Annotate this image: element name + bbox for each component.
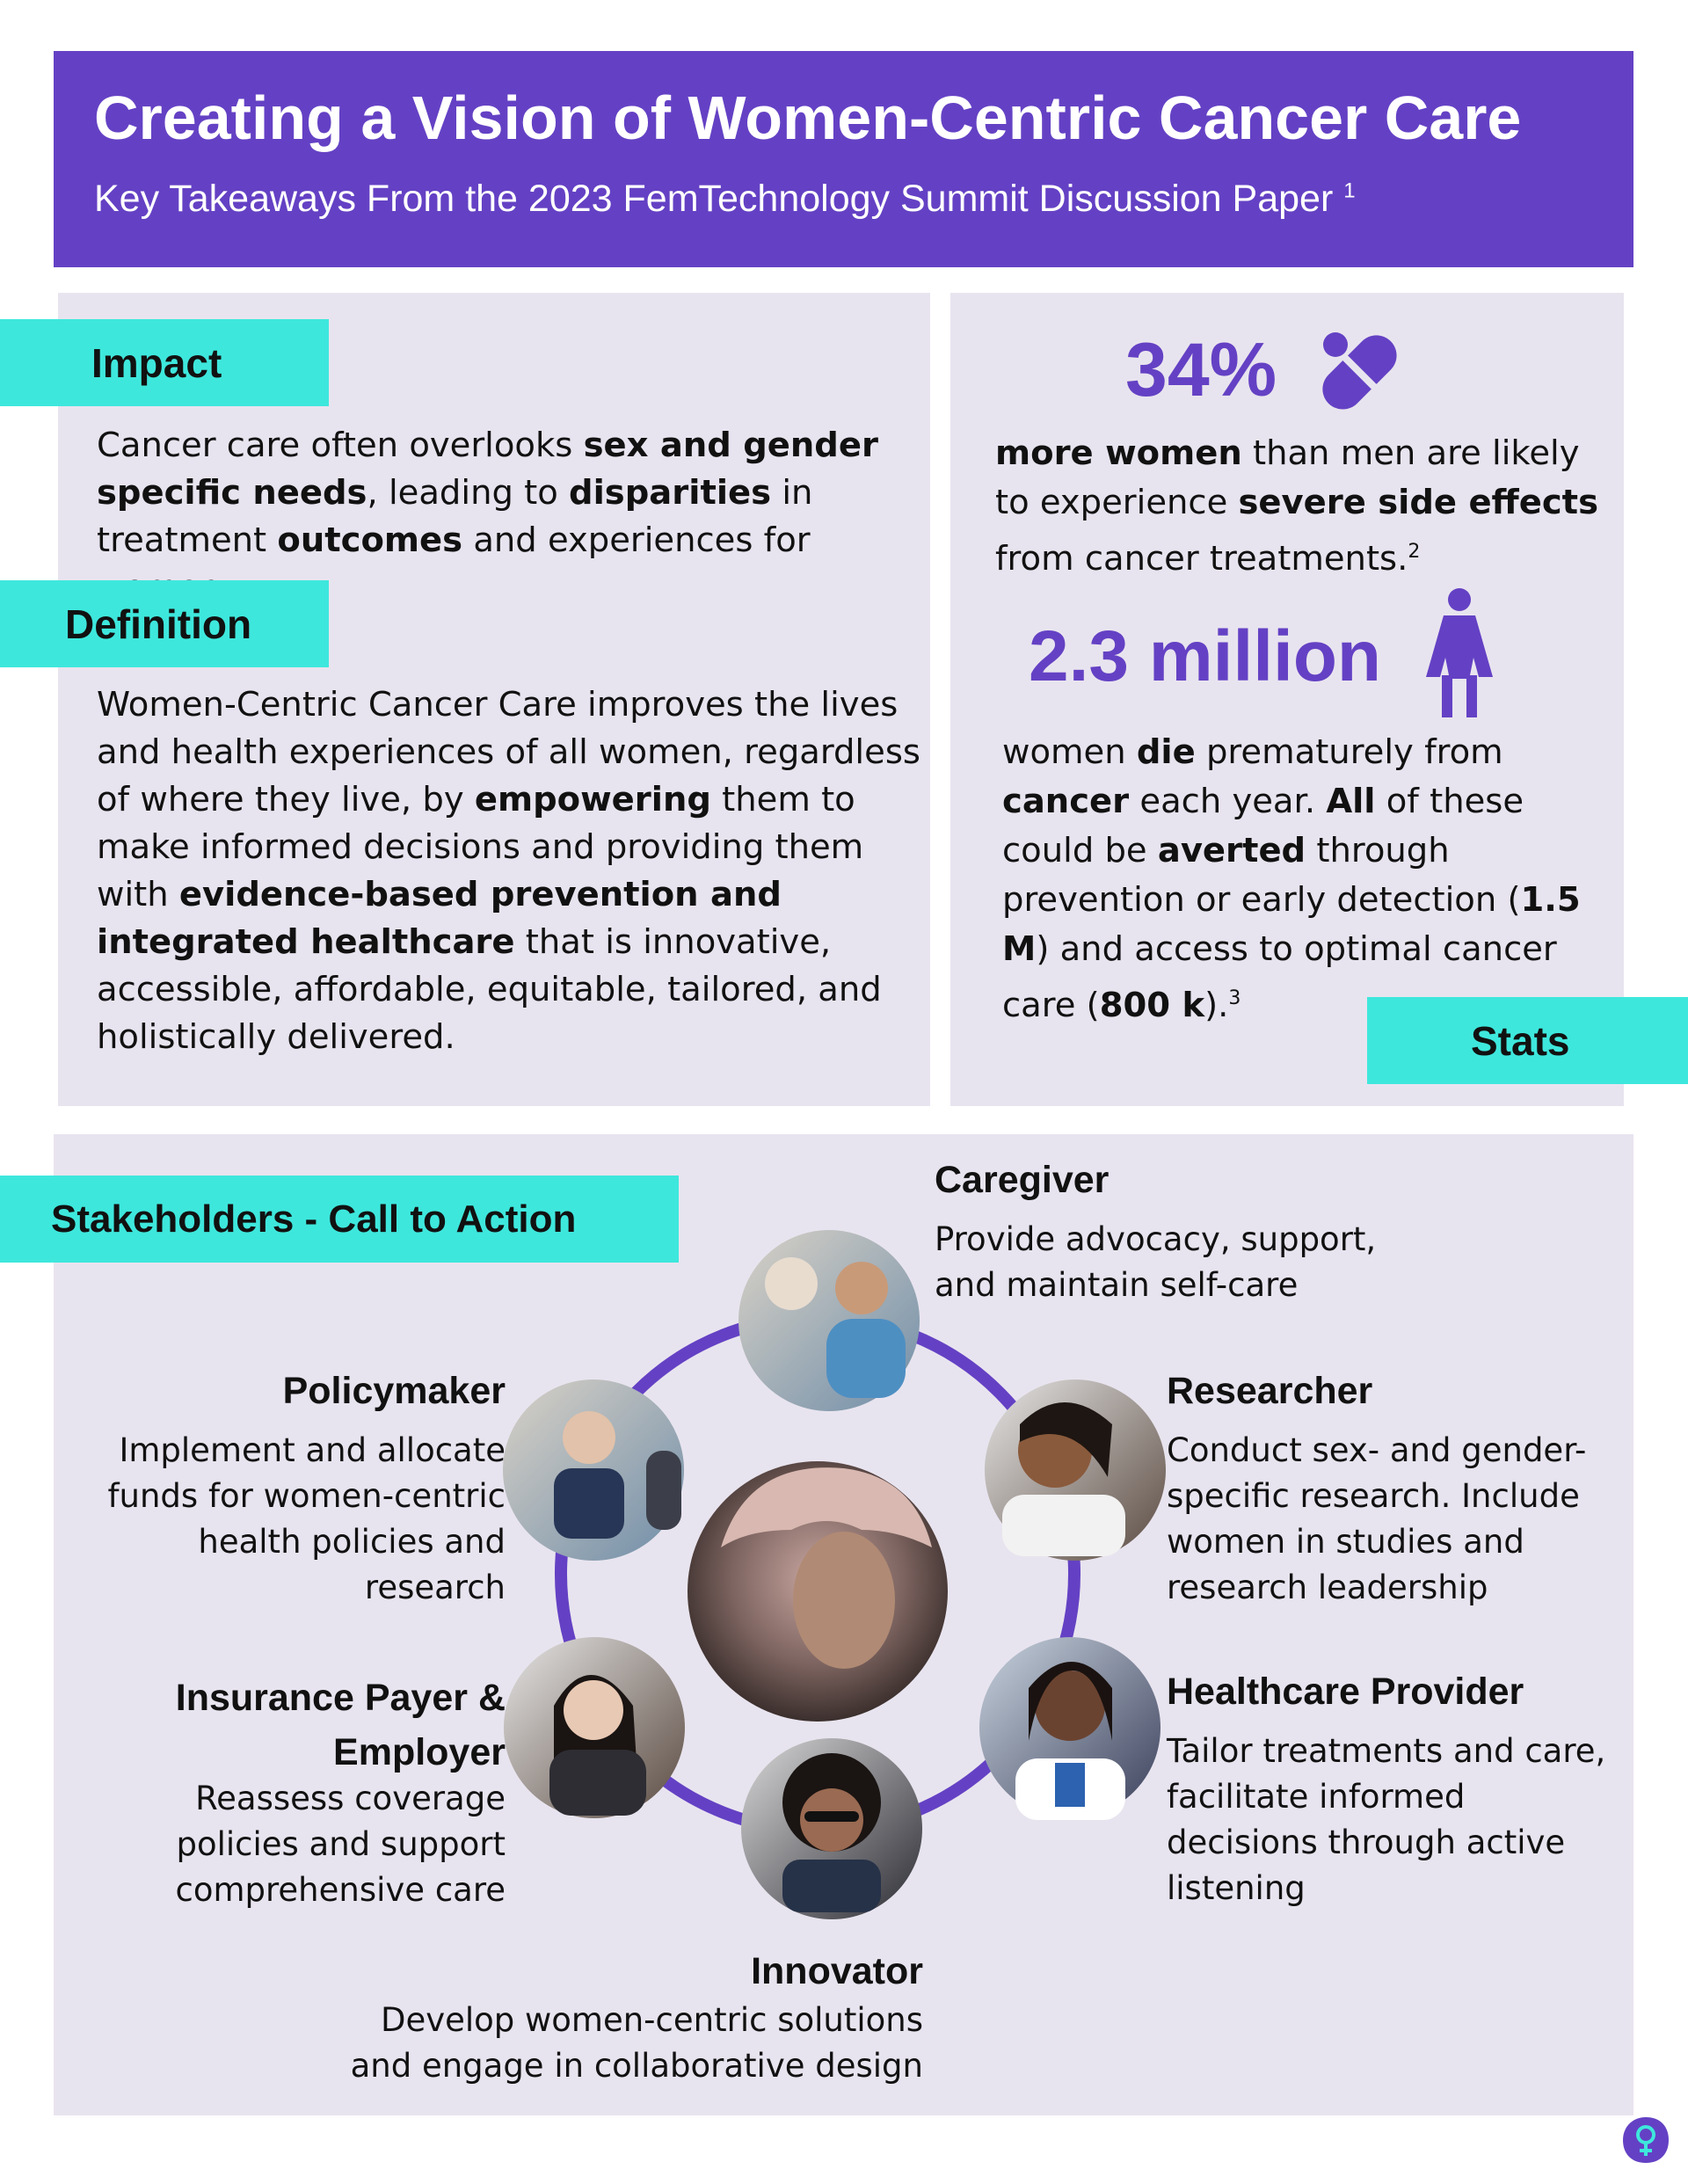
healthcare-provider-title: Healthcare Provider bbox=[1167, 1671, 1524, 1713]
researcher-desc: Conduct sex- and gender-specific research. Include women in studies and research leadership bbox=[1167, 1431, 1587, 1606]
impact-text-run-3: disparities bbox=[569, 473, 772, 513]
stat2-body-run-2: prematurely from bbox=[1195, 732, 1503, 772]
stat2-body-run-8: through prevention or early detection ( bbox=[1002, 831, 1521, 920]
header-banner bbox=[54, 51, 1633, 267]
stat2-body-run-11: 800 k bbox=[1099, 985, 1205, 1025]
stat1-body-run-1: than men are likely to experience bbox=[995, 433, 1580, 522]
stat2-text bbox=[1002, 728, 1618, 1030]
innovator-photo bbox=[741, 1738, 922, 1919]
policymaker-photo bbox=[503, 1380, 684, 1561]
stat2-body bbox=[1002, 732, 1581, 1025]
stats-tag: Stats bbox=[1367, 997, 1688, 1084]
brand-logo-icon bbox=[1621, 2115, 1670, 2165]
caregiver-desc: Provide advocacy, support, and maintain self-care bbox=[935, 1220, 1377, 1304]
stat-34-percent: 34% bbox=[1125, 328, 1277, 412]
stakeholder-ring bbox=[457, 1213, 1178, 1934]
stat2-body-run-5: All bbox=[1326, 782, 1376, 821]
insurance-photo bbox=[504, 1637, 685, 1818]
page-title: Creating a Vision of Women-Centric Cancer Care bbox=[94, 84, 1522, 152]
caregiver-title: Caregiver bbox=[935, 1159, 1110, 1201]
researcher-title: Researcher bbox=[1167, 1370, 1373, 1412]
subtitle-reference: 1 bbox=[1343, 178, 1356, 203]
impact-tag: Impact bbox=[0, 319, 329, 406]
page-subtitle bbox=[94, 178, 1356, 221]
stat1-reference: 2 bbox=[1408, 541, 1421, 563]
stat2-reference: 3 bbox=[1228, 987, 1241, 1009]
definition-text-run-1: empowering bbox=[474, 780, 711, 819]
definition-text-run-3: evidence-based prevention and integrated healthcare bbox=[97, 875, 782, 962]
healthcare-photo bbox=[979, 1637, 1160, 1820]
stat2-body-run-7: averted bbox=[1157, 831, 1306, 870]
stat2-body-run-9: 1.5 M bbox=[1002, 880, 1581, 969]
policymaker-title: Policymaker bbox=[282, 1370, 506, 1412]
woman-icon bbox=[1424, 587, 1495, 719]
stakeholders-tag: Stakeholders - Call to Action bbox=[0, 1176, 679, 1263]
caregiver-photo bbox=[738, 1230, 920, 1411]
insurance-payer-title: Insurance Payer & Employer bbox=[175, 1677, 506, 1773]
stat1-body bbox=[995, 433, 1598, 579]
policymaker-desc: Implement and allocate funds for women-centric health policies and research bbox=[107, 1431, 506, 1606]
stat2-body-run-4: each year. bbox=[1129, 782, 1327, 821]
impact-text-run-0: Cancer care often overlooks bbox=[97, 426, 584, 465]
definition-tag: Definition bbox=[0, 580, 329, 667]
impact-text-run-5: outcomes bbox=[277, 521, 463, 560]
innovator-desc: Develop women-centric solutions and engage in collaborative design bbox=[350, 2001, 923, 2085]
stat1-body-run-2: severe side effects bbox=[1238, 483, 1598, 522]
impact-text-run-2: , leading to bbox=[367, 473, 570, 513]
impact-text-run-6: and experiences for bbox=[473, 521, 811, 560]
stat2-body-run-1: die bbox=[1136, 732, 1196, 772]
stat1-body-run-0: more women bbox=[995, 433, 1242, 473]
stat1-body-run-3: from cancer treatments. bbox=[995, 538, 1408, 579]
stat2-body-run-0: women bbox=[1002, 732, 1137, 772]
stat2-body-run-6: of these could be bbox=[1002, 782, 1524, 870]
impact-text-run-4: in treatment bbox=[97, 473, 813, 560]
stat1-text bbox=[995, 429, 1611, 584]
stat2-body-run-12: ). bbox=[1204, 985, 1229, 1025]
definition-text-run-4: that is innovative, accessible, affordable, equitable, tailored, and holistically delivered. bbox=[97, 922, 882, 1057]
insurance-payer-desc: Reassess coverage policies and support comprehensive care bbox=[175, 1780, 506, 1909]
stat-2-3-million: 2.3 million bbox=[1029, 616, 1381, 696]
stat2-body-run-10: ) and access to optimal cancer care ( bbox=[1002, 929, 1557, 1025]
stat2-body-run-3: cancer bbox=[1002, 782, 1130, 821]
definition-text-run-0: Women-Centric Cancer Care improves the lives and health experiences of all women, regardless of where they live, by bbox=[97, 685, 920, 819]
definition-text-run-2: them to make informed decisions and providing them with bbox=[97, 780, 864, 914]
researcher-photo bbox=[985, 1380, 1166, 1561]
definition-text bbox=[97, 681, 923, 1061]
healthcare-provider-desc: Tailor treatments and care, facilitate informed decisions through active listening bbox=[1167, 1732, 1606, 1907]
innovator-title: Innovator bbox=[751, 1950, 923, 1992]
subtitle-text: Key Takeaways From the 2023 FemTechnology Summit Discussion Paper bbox=[94, 178, 1334, 220]
pill-icon bbox=[1314, 327, 1411, 424]
impact-text-run-1: sex and gender specific needs bbox=[97, 426, 878, 513]
center-photo bbox=[688, 1461, 948, 1722]
